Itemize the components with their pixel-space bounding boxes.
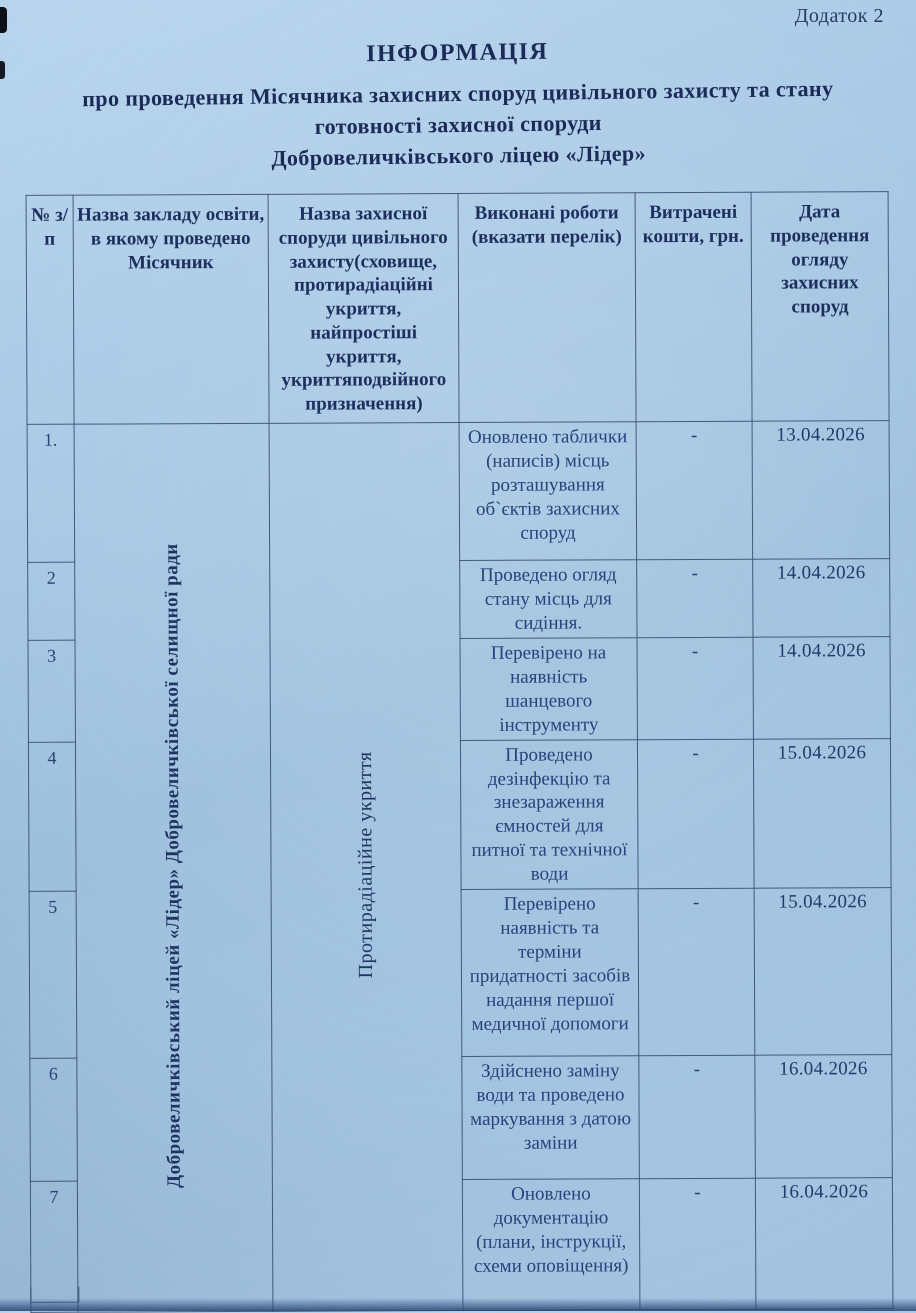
shelter-type-cell [269,422,463,1311]
school-name-vertical-text: Добровеличківський ліцей «Лідер» Добровеличківської селищної ради [161,542,185,1188]
cost-value: - [639,1178,756,1310]
inspection-date: 15.04.2026 [754,888,892,1056]
cost-value: - [639,1055,756,1179]
cost-value: - [637,559,753,637]
inspection-date: 14.04.2026 [753,559,890,637]
inspection-date: 13.04.2026 [752,421,890,560]
work-description: Проведено дезінфекцію та знезараження ємностей для питної та технічної води [460,739,638,889]
work-description: Оновлено документацію (плани, інструкції, схеми оповіщення) [462,1179,640,1311]
report-table [26,191,894,1313]
table-header-row [26,192,889,425]
document-title-block [0,34,916,178]
row-number: 3 [28,640,75,742]
header-works-done: Виконані роботи (вказати перелік) [458,193,636,423]
inspection-date: 16.04.2026 [755,1178,893,1310]
work-description: Оновлено таблички (написів) місць розташування об`єктів захисних споруд [459,422,637,561]
school-name-cell [74,423,273,1312]
inspection-date: 15.04.2026 [753,738,891,888]
work-description: Перевірено наявність та терміни придатності засобів надання першої медичної допомоги [461,889,639,1057]
row-number: 4 [28,742,76,892]
subtitle-line-2: готовності захисної споруди [314,110,602,140]
row-number: 7 [30,1181,78,1312]
document-title: ІНФОРМАЦІЯ [366,38,549,68]
inspection-date: 14.04.2026 [753,636,890,738]
scan-bottom-shadow [0,1298,916,1311]
cost-value: - [637,739,754,889]
header-school-name: Назва закладу освіти, в якому проведено Місячник [73,194,269,424]
work-description: Проведено огляд стану місць для сидіння. [460,560,637,639]
header-inspection-date: Дата проведення огляду захисних споруд [751,192,889,422]
header-shelter-name: Назва захисної споруди цивільного захисту(сховище, протирадіаційні укриття, найпростіші укриття, укриттяподвійного призначення) [268,194,459,424]
annex-label: Додаток 2 [794,5,884,27]
scan-edge-artifact [0,7,7,33]
table-row [27,421,890,563]
header-row-number: № з/п [26,195,74,424]
shelter-type-vertical-text: Протирадіаційне укриття [353,750,377,979]
cost-value: - [638,888,755,1056]
cost-value: - [636,421,753,560]
header-funds-spent: Витрачені кошти, грн. [635,192,752,422]
row-number: 5 [29,891,77,1058]
document-subtitle [0,72,916,178]
inspection-date: 16.04.2026 [755,1055,893,1179]
work-description: Здійснено заміну води та проведено маркування з датою заміни [462,1056,640,1180]
row-number: 2 [28,562,75,640]
report-table-wrapper [26,191,894,1313]
subtitle-line-1: про проведення Місячника захисних споруд цивільного захисту та стану [82,75,834,112]
row-number: 6 [30,1058,78,1181]
work-description: Перевірено на наявність шанцевого інструменту [460,638,637,741]
cost-value: - [637,637,753,739]
row-number: 1. [27,424,75,562]
subtitle-line-3: Добровеличківського ліцею «Лідер» [271,140,647,172]
